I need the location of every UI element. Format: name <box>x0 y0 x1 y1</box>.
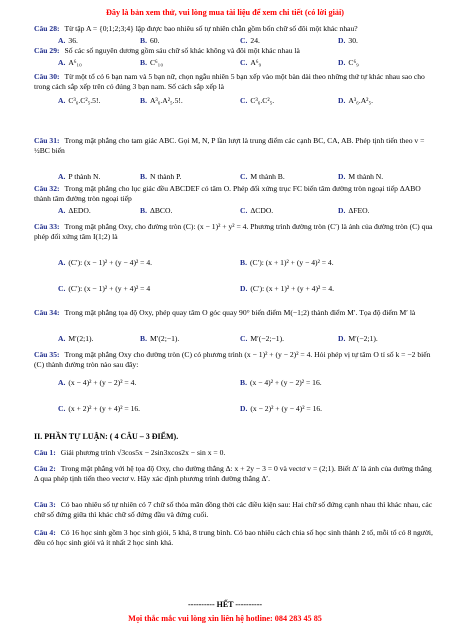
question-number: Câu 28: <box>34 24 60 33</box>
option-a[interactable]: A. (C′): (x − 1)² + (y − 4)² = 4. <box>58 258 153 267</box>
question-text: Trong mặt phẳng Oxy cho đường tròn (C) có phương trình (x − 1)² + (y − 2)² = 4. Hỏi phép vị tự tâm O tỉ số k = −2 biến (C) thành đường tròn nào sau đây: <box>34 350 431 369</box>
option-d[interactable]: D. (x − 2)² + (y − 4)² = 16. <box>240 404 323 413</box>
question-28 <box>34 24 438 34</box>
option-c[interactable]: C. A⁶₉ <box>240 58 262 67</box>
question-text: Giải phương trình √3cos5x − 2sin3xcos2x − sin x = 0. <box>60 448 226 457</box>
option-b[interactable]: B. M′(2;−1). <box>140 334 180 343</box>
option-a[interactable]: A. M′(2;1). <box>58 334 94 343</box>
essay-2 <box>34 464 438 484</box>
question-31 <box>34 136 438 156</box>
option-a[interactable]: A. A⁶₁₀ <box>58 58 82 67</box>
option-b[interactable]: B. (x − 4)² + (y − 2)² = 16. <box>240 378 322 387</box>
question-text: Số các số nguyên dương gồm sáu chữ số khác không và đôi một khác nhau là <box>64 46 300 55</box>
option-b[interactable]: B. (C′): (x + 1)² + (y − 4)² = 4. <box>240 258 334 267</box>
question-text: Trong mặt phẳng với hệ tọa độ Oxy, cho đường thẳng Δ: x + 2y − 3 = 0 và vectơ v = (2;1). Biết Δ′ là ảnh của đường thẳng Δ qua phép tịnh tiến theo vectơ v. Hãy xác định phương trình đường thẳng Δ′. <box>34 464 432 483</box>
question-text: Trong mặt phẳng cho lục giác đều ABCDEF có tâm O. Phép đối xứng trục FC biến tâm đường tròn ngoại tiếp ΔABO thành tâm đường tròn ngoại tiếp <box>34 184 421 203</box>
option-c[interactable]: C. M′(−2;−1). <box>240 334 285 343</box>
option-c[interactable]: C. ΔCDO. <box>240 206 274 215</box>
option-b[interactable]: B. N thành P. <box>140 172 182 181</box>
question-32 <box>34 184 438 204</box>
essay-3 <box>34 500 438 520</box>
option-d[interactable]: D. C⁶₉ <box>338 58 359 67</box>
option-a[interactable]: A. C³₆.C²₅.5!. <box>58 96 101 105</box>
question-text: Trong mặt phẳng tọa độ Oxy, phép quay tâm O góc quay 90° biến điểm M(−1;2) thành điểm M′. Tọa độ điểm M′ là <box>64 308 416 317</box>
question-29 <box>34 46 438 56</box>
question-34 <box>34 308 438 318</box>
question-number: Câu 29: <box>34 46 60 55</box>
option-c[interactable]: C. 24. <box>240 36 260 45</box>
preview-banner: Đây là bản xem thử, vui lòng mua tài liệu để xem chi tiết (có lời giải) <box>105 8 344 17</box>
question-text: Có bao nhiêu số tự nhiên có 7 chữ số thỏa mãn đồng thời các điều kiện sau: Hai chữ số đứng cạnh nhau thì khác nhau, các chữ số đứng giữa thì khác chữ số đứng đầu và đứng cuối. <box>34 500 433 519</box>
question-text: Trong mặt phẳng cho tam giác ABC. Gọi M, N, P lần lượt là trung điểm các cạnh BC, CA, AB. Phép tịnh tiến theo v = ½BC biến <box>34 136 425 155</box>
section-heading: II. PHẦN TỰ LUẬN: ( 4 CÂU – 3 ĐIỂM). <box>34 432 179 441</box>
question-number: Câu 4: <box>34 528 56 537</box>
option-d[interactable]: D. M′(−2;1). <box>338 334 378 343</box>
option-c[interactable]: C. (C′): (x − 1)² + (y + 4)² = 4 <box>58 284 151 293</box>
question-number: Câu 32: <box>34 184 60 193</box>
question-number: Câu 2: <box>34 464 56 473</box>
option-a[interactable]: A. 36. <box>58 36 78 45</box>
question-text: Có 16 học sinh gồm 3 học sinh giỏi, 5 khá, 8 trung bình. Có bao nhiêu cách chia số học sinh thành 2 tổ, mỗi tổ có 8 người, đều có học sinh giỏi và ít nhất 2 học sinh khá. <box>34 528 433 547</box>
option-a[interactable]: A. (x − 4)² + (y − 2)² = 4. <box>58 378 137 387</box>
question-text: Từ tập A = {0;1;2;3;4} lập được bao nhiêu số tự nhiên chẵn gồm bốn chữ số đôi một khác nhau? <box>64 24 358 33</box>
option-d[interactable]: D. (C′): (x + 1)² + (y + 4)² = 4. <box>240 284 335 293</box>
option-b[interactable]: B. C⁶₁₀ <box>140 58 163 67</box>
question-text: Từ một tổ có 6 bạn nam và 5 bạn nữ, chọn ngẫu nhiên 5 bạn xếp vào một bàn dài theo những thứ tự khác nhau sao cho trong cách sắp xếp trên có đúng 3 bạn nam. Số cách sắp xếp là <box>34 72 425 91</box>
option-d[interactable]: D. ΔFEO. <box>338 206 370 215</box>
essay-4 <box>34 528 438 548</box>
option-a[interactable]: A. ΔEDO. <box>58 206 91 215</box>
question-number: Câu 35: <box>34 350 60 359</box>
option-b[interactable]: B. ΔBCO. <box>140 206 173 215</box>
hotline-banner: Mọi thắc mắc vui lòng xin liên hệ hotline: 084 283 45 85 <box>128 614 322 623</box>
question-30 <box>34 72 438 92</box>
option-a[interactable]: A. P thành N. <box>58 172 101 181</box>
question-35 <box>34 350 438 370</box>
option-c[interactable]: C. (x + 2)² + (y + 4)² = 16. <box>58 404 141 413</box>
option-c[interactable]: C. M thành B. <box>240 172 285 181</box>
option-b[interactable]: B. A³₆.A²₅.5!. <box>140 96 183 105</box>
option-d[interactable]: D. M thành N. <box>338 172 384 181</box>
essay-1 <box>34 448 438 458</box>
end-marker: ---------- HẾT ---------- <box>187 600 263 609</box>
question-33 <box>34 222 438 242</box>
question-number: Câu 30: <box>34 72 60 81</box>
question-number: Câu 33: <box>34 222 60 231</box>
question-number: Câu 3: <box>34 500 56 509</box>
question-number: Câu 1: <box>34 448 56 457</box>
option-d[interactable]: D. A³₆.A²₅. <box>338 96 374 105</box>
question-number: Câu 34: <box>34 308 60 317</box>
option-d[interactable]: D. 30. <box>338 36 358 45</box>
question-text: Trong mặt phẳng Oxy, cho đường tròn (C): (x − 1)² + y² = 4. Phương trình đường tròn (C′) là ảnh của đường tròn (C) qua phép đối xứng tâm I(1;2) là <box>34 222 433 241</box>
question-number: Câu 31: <box>34 136 60 145</box>
option-b[interactable]: B. 60. <box>140 36 160 45</box>
option-c[interactable]: C. C³₆.C²₅. <box>240 96 275 105</box>
